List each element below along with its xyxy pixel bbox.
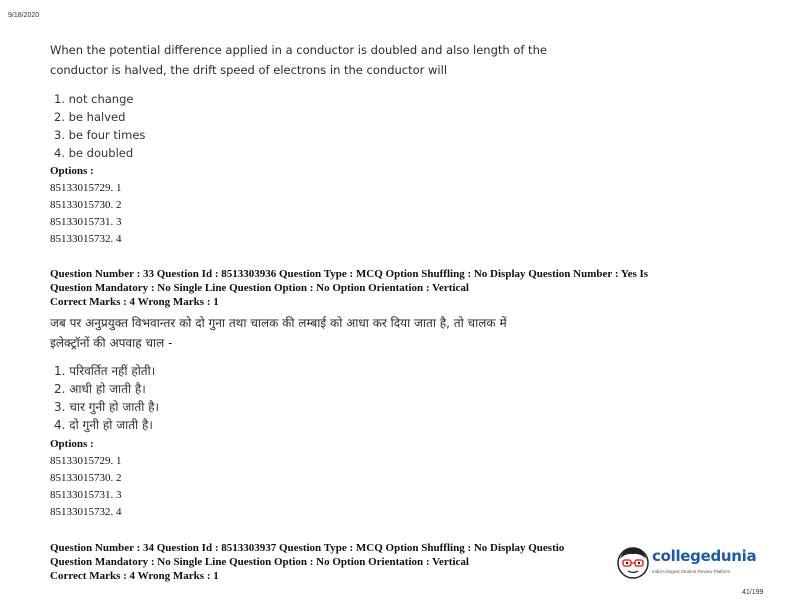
- choice-item: 2. आधी हो जाती है।: [54, 382, 146, 396]
- page-number: 41/199: [742, 589, 764, 596]
- option-id: 85133015729. 1: [50, 455, 122, 467]
- choice-item: 1. परिवर्तित नहीं होती।: [54, 364, 156, 378]
- logo-tagline: India's largest Student Review Platform: [652, 569, 731, 574]
- choice-item: 3. be four times: [54, 128, 146, 142]
- choice-item: 4. दो गुनी हो जाती है।: [54, 418, 153, 432]
- choice-item: 4. be doubled: [54, 146, 134, 160]
- meta-line: Question Number : 33 Question Id : 8513303936 Question Type : MCQ Option Shuffling : No Display Question Number : Yes Is: [50, 268, 649, 280]
- question-32-choices: [54, 90, 145, 162]
- question-33-meta: [50, 267, 648, 309]
- option-id: 85133015730. 2: [50, 199, 122, 211]
- question-32-text: [50, 40, 547, 80]
- question-text-line: conductor is halved, the drift speed of electrons in the conductor will: [50, 63, 448, 77]
- options-label: Options :: [50, 438, 94, 450]
- meta-line: Correct Marks : 4 Wrong Marks : 1: [50, 570, 219, 582]
- mascot-face-icon: [616, 545, 650, 581]
- options-label: Options :: [50, 165, 94, 177]
- question-33-choices: [54, 362, 159, 434]
- question-text-line: जब पर अनुप्रयुक्त विभवान्तर को दो गुना तथा चालक की लम्बाई को आधा कर दिया जाता है, तो चालक में: [50, 316, 507, 330]
- print-date: 9/18/2020: [8, 12, 40, 19]
- question-text-line: इलेक्ट्रॉनों की अपवाह चाल -: [50, 336, 173, 350]
- meta-line: Question Mandatory : No Single Line Question Option : No Option Orientation : Vertical: [50, 282, 469, 294]
- option-id: 85133015731. 3: [50, 216, 122, 228]
- meta-line: Question Number : 34 Question Id : 8513303937 Question Type : MCQ Option Shuffling : No Display Questio: [50, 542, 565, 554]
- meta-line: Correct Marks : 4 Wrong Marks : 1: [50, 296, 219, 308]
- choice-item: 1. not change: [54, 92, 134, 106]
- meta-line: Question Mandatory : No Single Line Question Option : No Option Orientation : Vertical: [50, 556, 469, 568]
- question-33-options: [50, 436, 122, 521]
- logo-wordmark: collegedunia: [652, 547, 757, 565]
- question-text-line: When the potential difference applied in a conductor is doubled and also length of the: [50, 43, 547, 57]
- option-id: 85133015731. 3: [50, 489, 122, 501]
- choice-item: 3. चार गुनी हो जाती है।: [54, 400, 160, 414]
- option-id: 85133015730. 2: [50, 472, 122, 484]
- option-id: 85133015732. 4: [50, 233, 122, 245]
- option-id: 85133015729. 1: [50, 182, 122, 194]
- collegedunia-logo: [616, 545, 766, 585]
- option-id: 85133015732. 4: [50, 506, 122, 518]
- question-34-meta: [50, 541, 616, 583]
- question-33-text: [50, 313, 507, 353]
- choice-item: 2. be halved: [54, 110, 126, 124]
- question-32-options: [50, 163, 122, 248]
